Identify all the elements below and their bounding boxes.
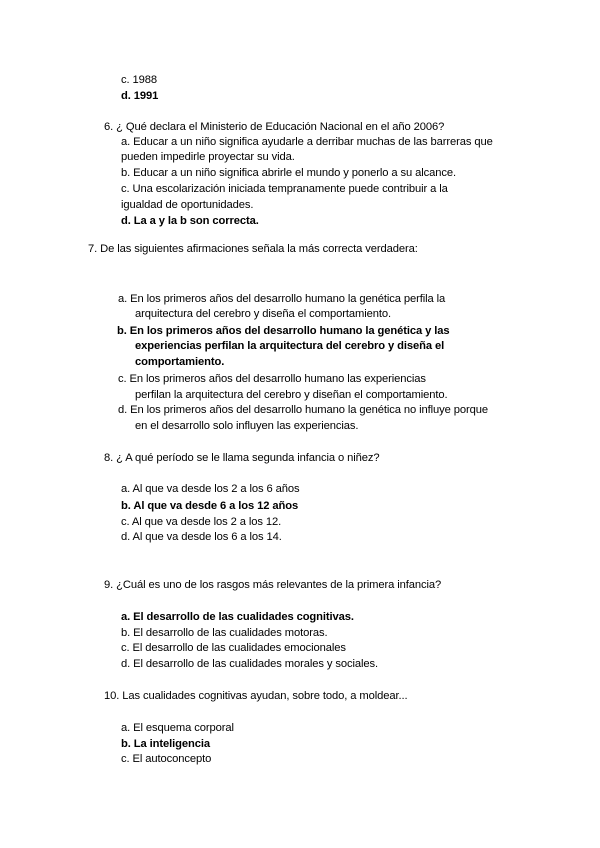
q7-option-b-line3-correct: comportamiento. bbox=[135, 356, 225, 368]
q9-question: 9. ¿Cuál es uno de los rasgos más relevantes de la primera infancia? bbox=[104, 579, 442, 591]
q5-option-d-correct: d. 1991 bbox=[121, 90, 159, 102]
q6-option-a-line2: pueden impedirle proyectar su vida. bbox=[121, 151, 295, 163]
q10-option-a: a. El esquema corporal bbox=[121, 722, 234, 734]
q7-option-a-line1: a. En los primeros años del desarrollo humano la genética perfila la bbox=[118, 293, 446, 305]
q9-option-c: c. El desarrollo de las cualidades emocionales bbox=[121, 642, 346, 654]
q7-option-a-line2: arquitectura del cerebro y diseña el comportamiento. bbox=[135, 308, 391, 320]
q6-option-c-line1: c. Una escolarización iniciada tempranamente puede contribuir a la bbox=[121, 183, 448, 195]
q6-option-d-correct: d. La a y la b son correcta. bbox=[121, 215, 259, 227]
q7-option-b-line2-correct: experiencias perfilan la arquitectura del cerebro y diseña el bbox=[135, 340, 445, 352]
q5-option-c: c. 1988 bbox=[121, 74, 157, 86]
q7-question: 7. De las siguientes afirmaciones señala la más correcta verdadera: bbox=[88, 243, 418, 255]
q7-option-d-line2: en el desarrollo solo influyen las experiencias. bbox=[135, 420, 359, 432]
q9-option-d: d. El desarrollo de las cualidades morales y sociales. bbox=[121, 658, 379, 670]
q8-option-a: a. Al que va desde los 2 a los 6 años bbox=[121, 483, 300, 495]
q8-option-d: d. Al que va desde los 6 a los 14. bbox=[121, 531, 282, 543]
q7-option-c-line2: perfilan la arquitectura del cerebro y diseñan el comportamiento. bbox=[135, 389, 448, 401]
q10-option-c: c. El autoconcepto bbox=[121, 753, 212, 765]
q6-option-a-line1: a. Educar a un niño significa ayudarle a derribar muchas de las barreras que bbox=[121, 136, 493, 148]
q6-option-b: b. Educar a un niño significa abrirle el mundo y ponerlo a su alcance. bbox=[121, 167, 457, 179]
q7-option-d-line1: d. En los primeros años del desarrollo humano la genética no influye porque bbox=[118, 404, 488, 416]
q8-option-b-correct: b. Al que va desde 6 a los 12 años bbox=[121, 500, 299, 512]
q7-option-b-line1-correct: b. En los primeros años del desarrollo humano la genética y las bbox=[117, 325, 450, 337]
q8-question: 8. ¿ A qué período se le llama segunda infancia o niñez? bbox=[104, 452, 380, 464]
q7-option-c-line1: c. En los primeros años del desarrollo humano las experiencias bbox=[118, 373, 426, 385]
q9-option-a-correct: a. El desarrollo de las cualidades cognitivas. bbox=[121, 611, 354, 623]
q10-option-b-correct: b. La inteligencia bbox=[121, 738, 210, 750]
q9-option-b: b. El desarrollo de las cualidades motoras. bbox=[121, 627, 328, 639]
q8-option-c: c. Al que va desde los 2 a los 12. bbox=[121, 516, 282, 528]
q10-question: 10. Las cualidades cognitivas ayudan, sobre todo, a moldear... bbox=[104, 690, 408, 702]
q6-question: 6. ¿ Qué declara el Ministerio de Educación Nacional en el año 2006? bbox=[104, 121, 445, 133]
q6-option-c-line2: igualdad de oportunidades. bbox=[121, 199, 254, 211]
